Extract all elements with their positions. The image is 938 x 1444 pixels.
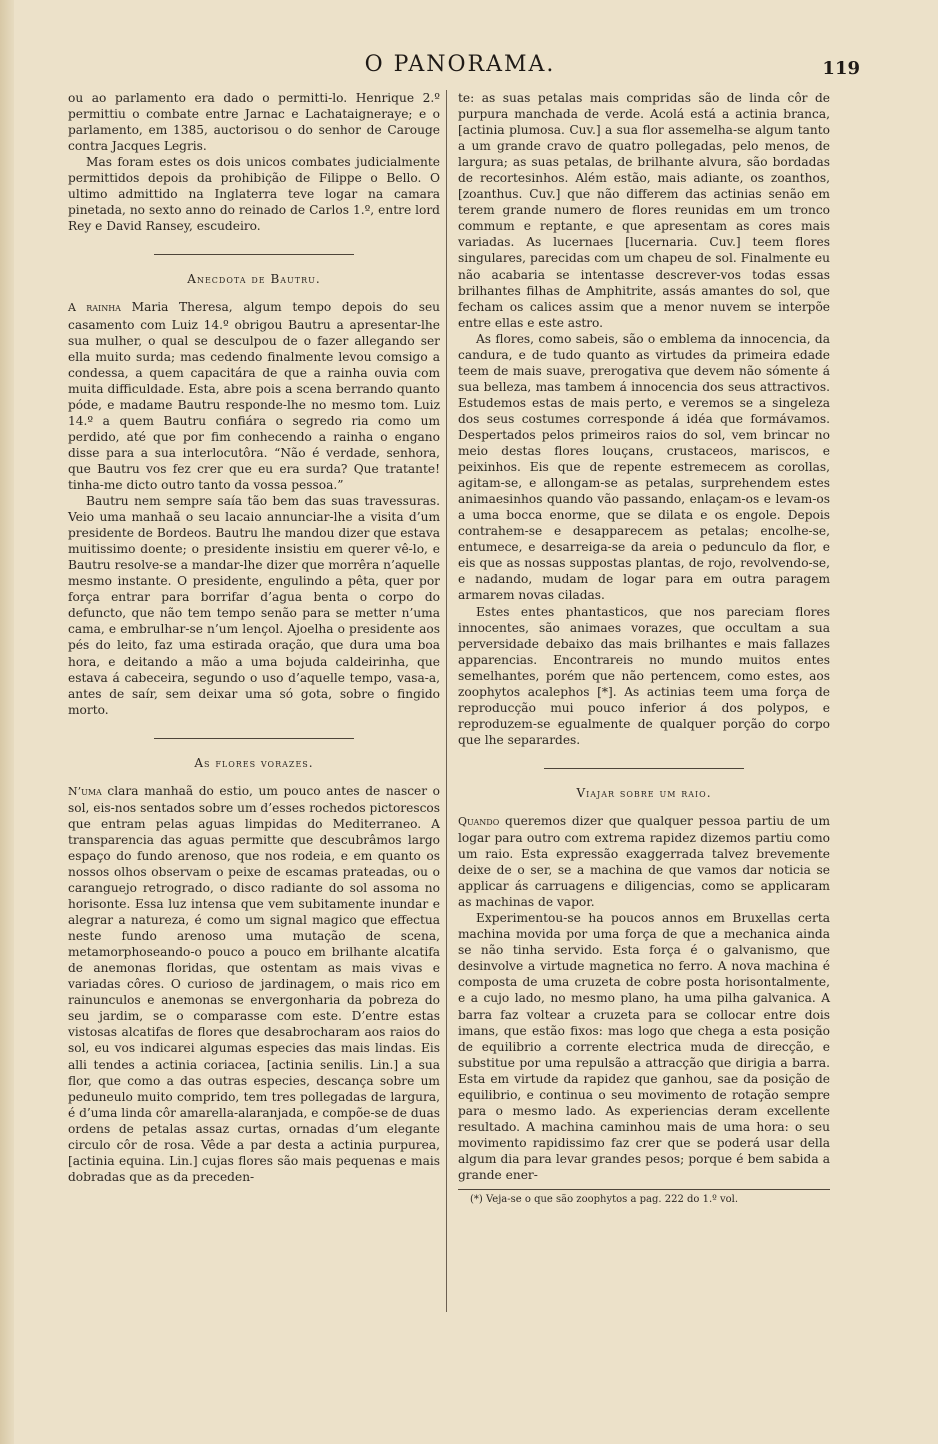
paragraph: As flores, como sabeis, são o emblema da innocencia, da candura, e de tudo quanto as virtudes da primeira edade teem de mais suave, prerogativa que devem não sómente á sua belleza, mas tambem á innocencia dos seus attractivos. Estudemos estas de mais perto, e veremos se a singeleza dos seus costumes corresponde á idéa que formávamos. Despertados pelos primeiros raios do sol, vem brincar no meio destas flores louçans, crustaceos, mariscos, e peixinhos. Eis que de repente estremecem as corollas, agitam-se, e allongam-se as petalas, surprehendem estes animaesinhos quando vão passando, enlaçam-os e levam-os a uma bocca enorme, que se dilata e os engole. Depois contrahem-se e desapparecem as petalas; encolhe-se, entumece, e desarreiga-se da areia o pedunculo da flor, e eis que as nossas suppostas plantas, de rojo, revolvendo-se, e nadando, mudam de logar para em outra paragem armarem novas ciladas.	[458, 331, 830, 603]
section-divider	[154, 254, 354, 255]
section-divider	[154, 738, 354, 739]
paragraph: Mas foram estes os dois unicos combates judicialmente permittidos depois da prohibição de Filippe o Bello. O ultimo admittido na Inglaterra teve logar na camara pinetada, no sexto anno do reinado de Carlos 1.º, entre lord Rey e David Ransey, escudeiro.	[68, 155, 440, 234]
paragraph: ou ao parlamento era dado o permitti-lo. Henrique 2.º permittiu o combate entre Jarnac e Lachataigneraye; e o parlamento, em 1385, auctorisou o do senhor de Carouge contra Jacques Legris.	[68, 91, 440, 154]
paragraph: Estes entes phantasticos, que nos pareciam flores innocentes, são animaes vorazes, que occultam a sua perversidade debaixo das mais brilhantes e mais fallazes apparencias. Encontrareis no mundo muitos entes semelhantes, porém que não pertencem, como estes, aos zoophytos acalephos [*]. As actinias teem uma força de reproducção mui pouco inferior á dos polypos, e reproduzem-se egualmente de qualquer porção do corpo que lhe separardes.	[458, 604, 830, 747]
footnote: (*) Veja-se o que são zoophytos a pag. 222 do 1.º vol.	[458, 1189, 830, 1208]
paragraph: Bautru nem sempre saía tão bem das suas travessuras. Veio uma manhaã o seu lacaio annunciar-lhe a visita d’um presidente de Bordeos. Bautru lhe mandou dizer que estava muitissimo doente; o presidente insistiu em querer vê-lo, e Bautru resolve-se a mandar-lhe dizer que morrêra n’aquelle mesmo instante. O presidente, engulindo a pêta, quer por força entrar para borrifar d’agua benta o corpo do defuncto, que não tem tempo senão para se metter n’uma cama, e embrulhar-se n’um lençol. Ajoelha o presidente aos pés do leito, faz uma estirada oração, que dura uma boa hora, e deitando a mão a uma bojuda caldeirinha, que estava á cabeceira, segundo o uso d’aquelle tempo, vasa-a, antes de saír, sem deixar uma só gota, sobre o fingido morto.	[68, 494, 440, 717]
section-title-viajar: Viajar sobre um raio.	[576, 785, 712, 800]
paragraph-text: queremos dizer que qualquer pessoa partiu de um logar para outro com extrema rapidez dizemos partiu como um raio. Esta expressão exaggerrada talvez brevemente deixe de o ser, se a machina de que vamos dar noticia se applicar ás carruagens e diligencias, como se applicaram as machinas de vapor.	[458, 813, 830, 910]
paragraph	[68, 299, 440, 493]
paragraph: Experimentou-se ha poucos annos em Bruxellas certa machina movida por uma força de que a mechanica ainda se não tinha servido. Esta força é o galvanismo, que desinvolve a virtude magnetica no ferro. A nova machina é composta de uma cruzeta de cobre posta horisontalmente, e a cujo lado, no mesmo plano, ha uma pilha galvanica. A barra faz voltear a cruzeta para se collocar entre dois imans, que estão fixos: mas logo que chega a esta posição de equilibrio a corrente electrica muda de direcção, e substitue por uma repulsão a attracção que dirigia a barra. Esta em virtude da rapidez que ganhou, sae da posição de equilibrio, e continua o seu movimento de rotação sempre para o mesmo lado. As experiencias deram excellente resultado. A machina caminhou mais de uma hora: o seu movimento rapidissimo faz crer que se poderá usar della algum dia para levar grandes pesos; porque é bem sabida a grande ener-	[458, 911, 830, 1182]
section-title-anecdota: Anecdota de Bautru.	[187, 272, 321, 287]
lead-word: Quando	[458, 814, 500, 828]
paragraph	[68, 783, 440, 1185]
page-header	[60, 50, 860, 84]
page-number: 119	[822, 58, 860, 79]
section-divider	[544, 768, 744, 769]
paragraph-text: clara manhaã do estio, um pouco antes de nascer o sol, eis-nos sentados sobre um d’esses rochedos pictorescos que entram pelas aguas limpidas do Mediterraneo. A transparencia das aguas permitte que descubrâmos largo espaço do fundo arenoso, que nos rodeia, e em quanto os nossos olhos observam o peixe de escamas prateadas, ou o caranguejo retrogrado, o disco radiante do sol assoma no horisonte. Essa luz intensa que vem subitamente inundar e alegrar a natureza, é como um signal magico que effectua neste fundo arenoso uma mutação de scena, metamorphoseando-o pouco a pouco em brilhante alcatifa de anemonas floridas, que ostentam as mais vivas e variadas côres. O curioso de jardinagem, o mais rico em rainunculos e anemonas se envergonharia da pobreza do seu jardim, se o comparasse com este. D’entre estas vistosas alcatifas de flores que desabrocharam aos raios do sol, eu vos indicarei algumas especies das mais lindas. Eis alli tendes a actinia coriacea, [actinia senilis. Lin.] a sua flor, que como a das outras especies, descança sobre um peduneulo muito comprido, tem tres pollegadas de largura, é d’uma linda côr amarella-alaranjada, e compõe-se de duas ordens de petalas assaz curtas, ornadas d’um elegante circulo côr de rosa. Vêde a par desta a actinia purpurea, [actinia equina. Lin.] cujas flores são mais pequenas e mais dobradas que as da preceden-	[68, 783, 440, 1184]
section-title-flores: As flores vorazes.	[194, 755, 314, 770]
page-title: O PANORAMA.	[364, 52, 556, 77]
column-divider	[446, 90, 447, 1312]
paragraph	[458, 813, 830, 910]
lead-word: N’uma	[68, 784, 102, 798]
page-edge	[0, 0, 14, 1444]
paragraph-text: Maria Theresa, algum tempo depois do seu casamento com Luiz 14.º obrigou Bautru a apresentar-lhe sua mulher, o qual se desculpou de o fazer allegando ser ella muito surda; mas cedendo finalmente levou comsigo a condessa, a quem capacitára de que a rainha ouvia com muita difficuldade. Esta, abre pois a scena berrando quanto póde, e madame Bautru responde-lhe no mesmo tom. Luiz 14.º a quem Bautru confiára o segredo ria como um perdido, até que por fim conhecendo a rainha o engano disse para a sua interlocutôra. “Não é verdade, senhora, que Bautru vos fez crer que eu era surda? Que tratante! tinha-me dicto outro tanto da vossa pessoa.”	[68, 300, 441, 492]
left-column	[68, 90, 440, 1185]
lead-word: A rainha	[68, 301, 121, 315]
paragraph: te: as suas petalas mais compridas são de linda côr de purpura manchada de verde. Acolá está a actinia branca, [actinia plumosa. Cuv.] a sua flor assemelha-se algum tanto a um grande cravo de quatro pollegadas, pelo menos, de largura; as suas petalas, de brilhante alvura, são bordadas de recortesinhos. Além estão, mais adiante, os zoanthos, [zoanthus. Cuv.] que não differem das actinias senão em terem grande numero de flores reunidas em um tronco commum e reptante, e que apresentam as cores mais variadas. As lucernaes [lucernaria. Cuv.] teem flores singulares, parecidas com um chapeu de sol. Finalmente eu não acabaria se intentasse descrever-vos todas essas brilhantes filhas de Amphitrite, assás amantes do sol, que fecham os calices assim que a menor nuvem se interpõe entre ellas e este astro.	[458, 91, 830, 330]
right-column	[458, 90, 830, 1208]
